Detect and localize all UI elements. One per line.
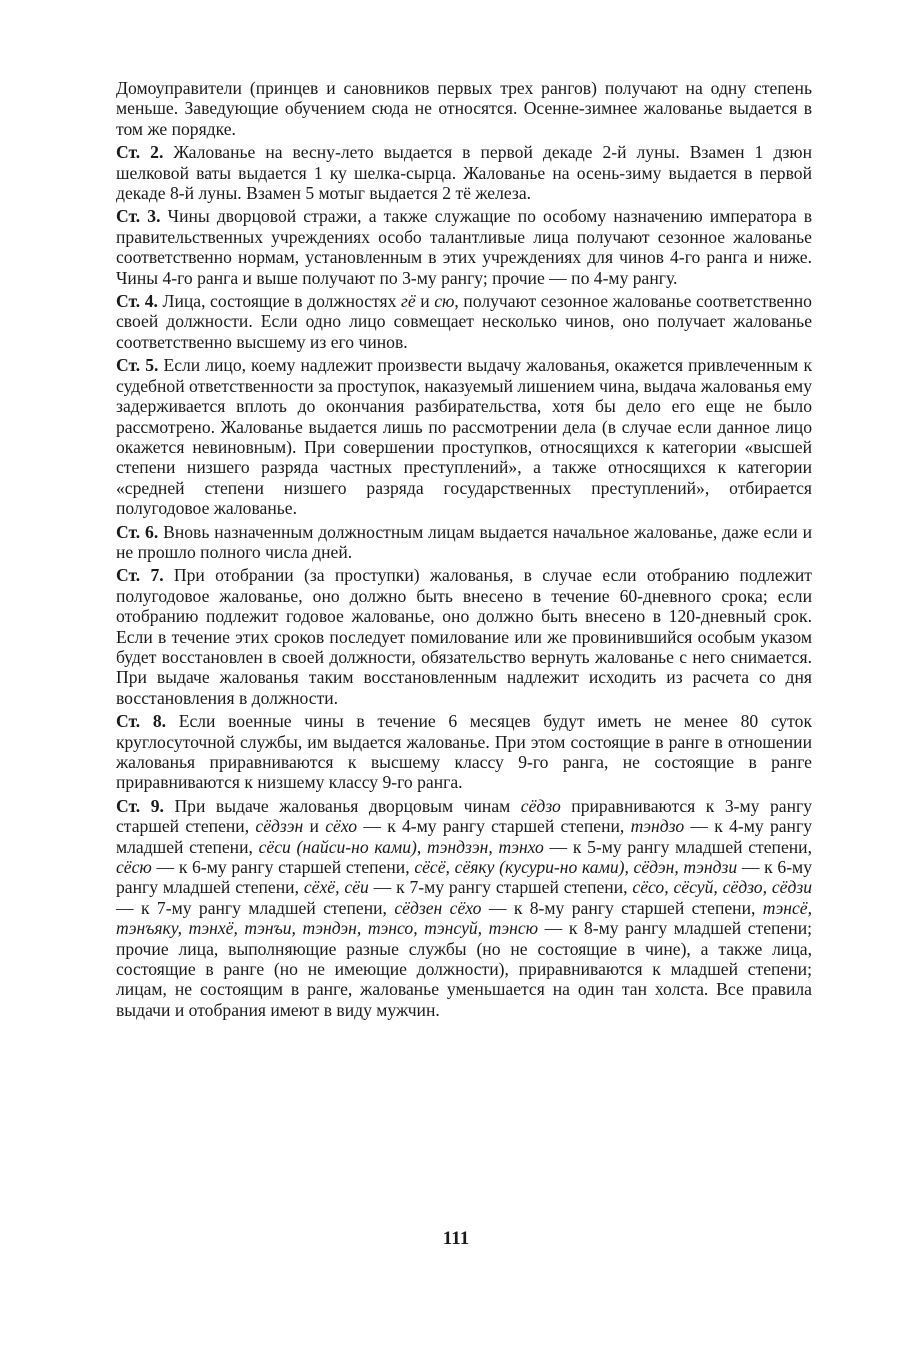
term-italic: сёхё, сёи	[303, 877, 369, 898]
article-paragraph	[116, 796, 812, 1020]
article-paragraph	[116, 206, 812, 288]
term-italic: сёси (найси-но ками)	[258, 836, 417, 857]
term-italic: сю	[434, 291, 455, 312]
intro-paragraph: Домоуправители (принцев и сановников первых трех рангов) получают на одну степень меньше. Заведующие обучением сюда не относятся. Осенне-зимнее жалованье выдается в том же порядке.	[116, 78, 812, 139]
article-label: Ст. 5.	[116, 355, 159, 376]
term-italic: сёсю	[116, 857, 152, 878]
article-text: , получают сезонное жалованье соответственно своей должности. Если одно лицо совмещает несколько чинов, оно получает жалованье соответственно высшему из его чинов.	[116, 291, 812, 352]
body-text	[116, 78, 812, 1020]
articles-list	[116, 142, 812, 1020]
article-paragraph	[116, 142, 812, 203]
article-paragraph	[116, 565, 812, 708]
term-italic: сёсё, сёяку (кусури-но ками), сёдэн, тэндзи	[414, 857, 738, 878]
article-label: Ст. 4.	[116, 291, 158, 312]
article-text: Если лицо, коему надлежит произвести выдачу жалованья, окажется привлеченным к судебной ответственности за проступок, наказуемый лишением чина, выдача жалованья ему задерживается вплоть до окончания разбирательства, хотя бы дело его еще не было рассмотрено. Жалованье выдается лишь по рассмотрении дела (в случае если данное лицо окажется невиновным). При совершении проступков, относящихся к категории «высшей степени низшего разряда частных преступлений», а также относящихся к категории «средней степени низшего разряда государственных преступлений», отбирается полугодовое жалованье.	[116, 355, 812, 519]
article-text: Чины дворцовой стражи, а также служащие по особому назначению императора в правительственных учреждениях особо талантливые лица получают сезонное жалованье соответственно нормам, установленным в этих учреждениях для чинов 4-го ранга и ниже. Чины 4-го ранга и выше получают по 3-му рангу; прочие — по 4-му рангу.	[116, 206, 812, 288]
article-text: Вновь назначенным должностным лицам выдается начальное жалованье, даже если и не прошло полного числа дней.	[116, 521, 812, 562]
article-text: — к 5-му рангу младшей степени,	[543, 836, 812, 857]
article-text: ,	[416, 836, 427, 857]
term-italic: сёхо	[325, 816, 358, 837]
article-text: — к 4-му рангу младшей степени,	[116, 816, 812, 857]
term-italic: сёдзен сёхо	[394, 897, 482, 918]
article-label: Ст. 6.	[116, 521, 159, 542]
term-italic: сёдзэн	[255, 816, 304, 837]
article-label: Ст. 8.	[116, 711, 167, 732]
article-paragraph	[116, 711, 812, 793]
article-text: При отобрании (за проступки) жалованья, в случае если отобранию подлежит полугодовое жалованье, оно должно быть внесено в течение 60-дневного срока; если отобранию подлежит годовое жалованье, оно должно быть внесено в 120-дневный срок. Если в течение этих сроков последует помилование или же провинившийся особым указом будет восстановлен в своей должности, обязательство вернуть жалованье с него снимается. При выдаче жалованья таким восстановленным надлежит исходить из расчета со дня восстановления в должности.	[116, 565, 812, 708]
article-label: Ст. 2.	[116, 142, 164, 163]
article-paragraph	[116, 522, 812, 563]
article-text: Если военные чины в течение 6 месяцев будут иметь не менее 80 суток круглосуточной службы, им выдается жалованье. При этом состоящие в ранге в отношении жалованья приравниваются к высшему классу 9-го ранга, не состоящие в ранге приравниваются к низшему классу 9-го ранга.	[116, 711, 812, 793]
article-text: — к 7-му рангу младшей степени,	[116, 897, 395, 918]
article-text: — к 7-му рангу старшей степени,	[368, 877, 633, 898]
article-paragraph	[116, 355, 812, 518]
article-label: Ст. 3.	[116, 206, 161, 227]
article-text: приравниваются к 3-му рангу старшей степени,	[116, 795, 813, 837]
page-number: 111	[442, 1228, 470, 1249]
article-label: Ст. 9.	[116, 795, 164, 816]
article-label: Ст. 7.	[116, 565, 164, 586]
article-text: — к 6-му рангу старшей степени,	[151, 857, 415, 878]
article-text: — к 8-му рангу старшей степени,	[481, 897, 763, 918]
article-text: При выдаче жалованья дворцовым чинам	[163, 795, 521, 816]
term-italic: тэнсё, тэнъяку, тэнхё, тэнъи, тэндэн, тэнсо, тэнсуй, тэнсю	[116, 897, 813, 939]
article-text: и	[415, 291, 435, 312]
article-text: Лица, состоящие в должностях	[157, 291, 401, 312]
term-italic: гё	[400, 291, 416, 312]
article-text: и	[303, 816, 326, 837]
article-text: — к 8-му рангу младшей степени; прочие лица, выполняющие разные службы (но не состоящие в чине), а также лица, состоящие в ранге (но не имеющие должности), приравниваются к младшей степени; лицам, не состоящим в ранге, жалованье уменьшается на один тан холста. Все правила выдачи и отобрания имеют в виду мужчин.	[116, 918, 812, 1020]
term-italic: тэндзэн, тэнхо	[426, 836, 544, 857]
term-italic: тэндзо	[630, 816, 685, 837]
article-text: — к 6-му рангу младшей степени,	[116, 857, 812, 898]
term-italic: сёдзо	[520, 795, 561, 816]
term-italic: сёсо, сёсуй, сёдзо, сёдзи	[632, 877, 813, 898]
article-text: Жалованье на весну-лето выдается в первой декаде 2-й луны. Взамен 1 дзюн шелковой ваты выдается 1 ку шелка-сырца. Жалованье на осень-зиму выдается в первой декаде 8-й луны. Взамен 5 мотыг выдается 2 тё железа.	[116, 142, 812, 204]
article-text: — к 4-му рангу старшей степени,	[357, 816, 631, 837]
article-paragraph	[116, 291, 812, 352]
